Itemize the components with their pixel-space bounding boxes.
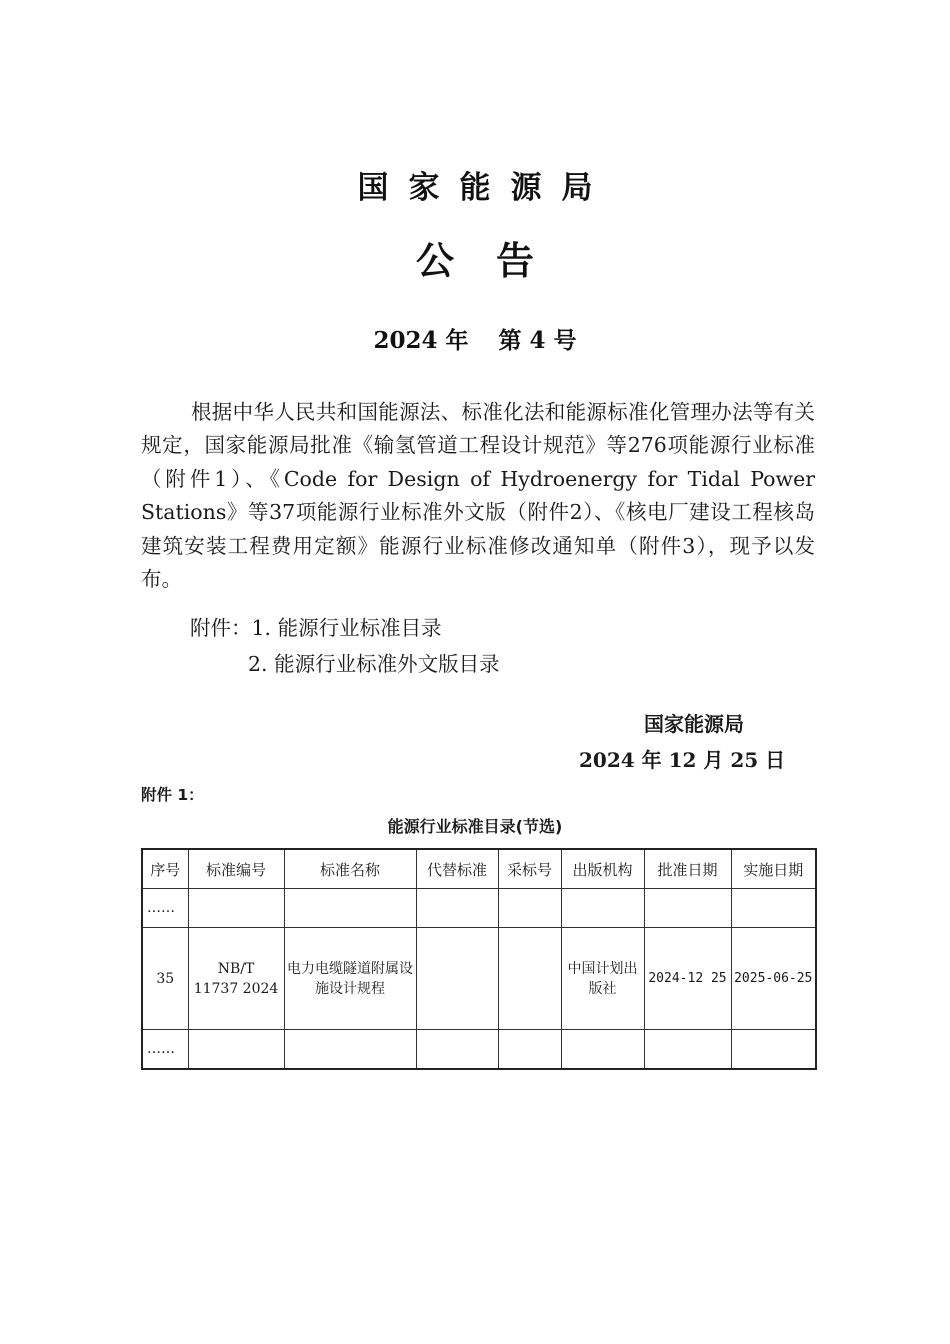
signature-organization: 国家能源局 (644, 712, 744, 736)
cell-replaces (416, 928, 498, 1030)
empty-cell (188, 1030, 284, 1070)
cell-approval-date: 2024-12 25 (644, 928, 731, 1030)
attachment-label: 附件 1： (141, 786, 204, 804)
cell-effective-date: 2025-06-25 (731, 928, 816, 1030)
empty-cell (731, 889, 816, 928)
document-issue-number: 第 4 号 (498, 327, 577, 354)
cell-adopted (498, 928, 561, 1030)
cell-code-line1: NB/T (217, 960, 255, 977)
standards-table (141, 848, 817, 1070)
empty-cell (498, 889, 561, 928)
empty-cell (561, 889, 644, 928)
cell-code (188, 928, 284, 1030)
attachment-item-1: 附件：1. 能源行业标准目录 (190, 616, 442, 640)
empty-cell (561, 1030, 644, 1070)
column-header-effective-date: 实施日期 (731, 849, 816, 889)
cell-name: 电力电缆隧道附属设施设计规程 (284, 928, 416, 1030)
attachment-item-2: 2. 能源行业标准外文版目录 (248, 652, 500, 676)
signature-date: 2024 年 12 月 25 日 (579, 748, 786, 772)
empty-cell (731, 1030, 816, 1070)
table-row-ellipsis-bottom (142, 1030, 816, 1070)
empty-cell (644, 1030, 731, 1070)
empty-cell (284, 1030, 416, 1070)
issuing-organization-title: 国家能源局 (357, 170, 613, 206)
empty-cell (416, 889, 498, 928)
column-header-code: 标准编号 (188, 849, 284, 889)
ellipsis-cell: …… (142, 1030, 188, 1070)
document-type-title: 公告 (415, 239, 576, 283)
column-header-replaces: 代替标准 (416, 849, 498, 889)
attachments-list (190, 610, 500, 682)
column-header-adopted: 采标号 (498, 849, 561, 889)
column-header-approval-date: 批准日期 (644, 849, 731, 889)
announcement-body-paragraph: 根据中华人民共和国能源法、标准化法和能源标准化管理办法等有关规定，国家能源局批准《输氢管道工程设计规范》等276项能源行业标准（附件1）、《Code for Design of Hydroenergy for Tidal Power Stations》等37项能源行业标准外文版（附件2）、《核电厂建设工程核岛建筑安装工程费用定额》能源行业标准修改通知单（附件3），现予以发布。 (141, 400, 815, 592)
column-header-name: 标准名称 (284, 849, 416, 889)
cell-code-line2: 11737 2024 (193, 980, 279, 997)
table-row-ellipsis-top (142, 889, 816, 928)
empty-cell (644, 889, 731, 928)
table-row (142, 928, 816, 1030)
empty-cell (416, 1030, 498, 1070)
document-year: 2024 年 (373, 327, 469, 354)
column-header-seq: 序号 (142, 849, 188, 889)
table-header-row (142, 849, 816, 889)
empty-cell (284, 889, 416, 928)
table-title: 能源行业标准目录(节选) (387, 817, 563, 836)
empty-cell (188, 889, 284, 928)
ellipsis-cell: …… (142, 889, 188, 928)
column-header-publisher: 出版机构 (561, 849, 644, 889)
document-number (0, 322, 950, 355)
cell-seq: 35 (142, 928, 188, 1030)
cell-publisher: 中国计划出版社 (561, 928, 644, 1030)
empty-cell (498, 1030, 561, 1070)
